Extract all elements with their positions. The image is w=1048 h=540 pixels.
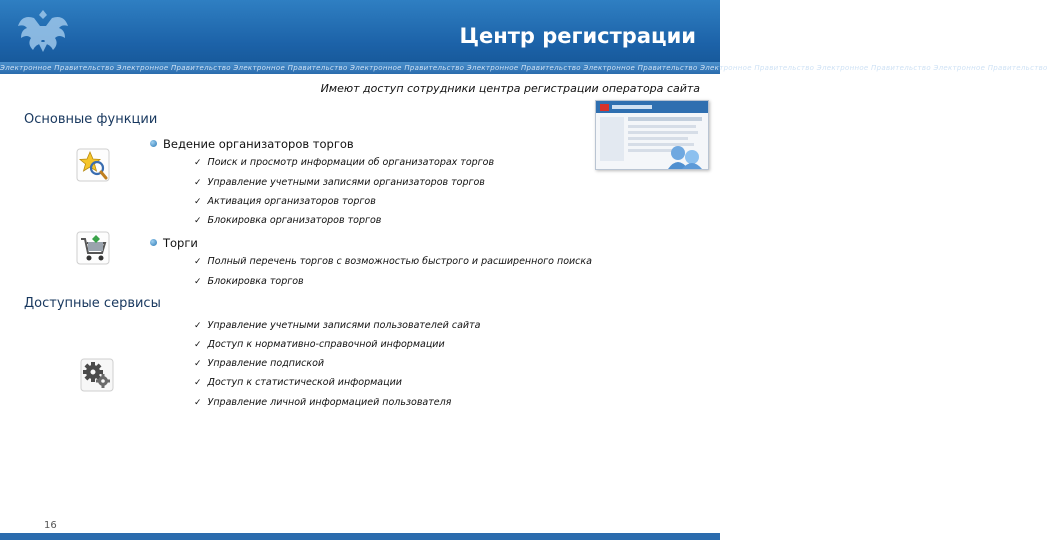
shopping-cart-icon [76, 231, 110, 265]
check-icon: ✓ [194, 340, 202, 350]
section-title-services: Доступные сервисы [24, 296, 161, 311]
check-icon: ✓ [194, 197, 202, 207]
list-item-text: Полный перечень торгов с возможностью быстрого и расширенного поиска [207, 256, 592, 267]
group-heading-auctions [150, 236, 198, 250]
list-item-text: Блокировка торгов [207, 276, 304, 287]
check-icon: ✓ [194, 216, 202, 226]
list-item-text: Управление подпиской [207, 358, 325, 369]
section-title-main-functions: Основные функции [24, 112, 158, 127]
bullet-icon [150, 140, 157, 147]
list-item [194, 339, 445, 350]
list-item-text: Доступ к нормативно-справочной информации [207, 339, 445, 350]
list-item-text: Управление личной информацией пользователя [207, 397, 452, 408]
list-item-text: Управление учетными записями пользователей сайта [207, 320, 481, 331]
list-item [194, 377, 402, 388]
list-item [194, 358, 324, 369]
gears-icon [80, 358, 114, 392]
coat-of-arms-icon [14, 4, 72, 60]
check-icon: ✓ [194, 277, 202, 287]
list-item [194, 157, 494, 168]
list-item [194, 256, 592, 267]
group-heading-organizers [150, 137, 354, 151]
bullet-icon [150, 239, 157, 246]
list-item [194, 196, 376, 207]
list-item-text: Управление учетными записями организаторов торгов [207, 177, 485, 188]
screenshot-graphic [596, 101, 708, 169]
header-stripe: Электронное Правительство Электронное Правительство Электронное Правительство Электронное Правительство Электронное Правительство Электронное Правительство Электронное Правительство Электронное Правительство Электронное Правительство [0, 64, 1048, 72]
check-icon: ✓ [194, 359, 202, 369]
list-item-text: Блокировка организаторов торгов [207, 215, 382, 226]
check-icon: ✓ [194, 398, 202, 408]
header-banner [0, 0, 1048, 74]
list-item [194, 397, 451, 408]
list-item [194, 276, 304, 287]
list-item [194, 320, 480, 331]
check-icon: ✓ [194, 378, 202, 388]
check-icon: ✓ [194, 321, 202, 331]
list-item [194, 215, 381, 226]
page-number: 16 [44, 520, 57, 531]
list-item-text: Поиск и просмотр информации об организаторах торгов [207, 157, 495, 168]
check-icon: ✓ [194, 158, 202, 168]
group-heading-text: Ведение организаторов торгов [163, 137, 354, 151]
star-search-icon [76, 148, 110, 182]
page-title: Центр регистрации [459, 24, 696, 48]
footer-bar [0, 533, 720, 540]
group-heading-text: Торги [163, 236, 198, 250]
list-item [194, 177, 485, 188]
check-icon: ✓ [194, 178, 202, 188]
check-icon: ✓ [194, 257, 202, 267]
access-note: Имеют доступ сотрудники центра регистрации оператора сайта [320, 82, 700, 95]
site-screenshot-thumbnail [595, 100, 709, 170]
list-item-text: Доступ к статистической информации [207, 377, 402, 388]
list-item-text: Активация организаторов торгов [207, 196, 376, 207]
